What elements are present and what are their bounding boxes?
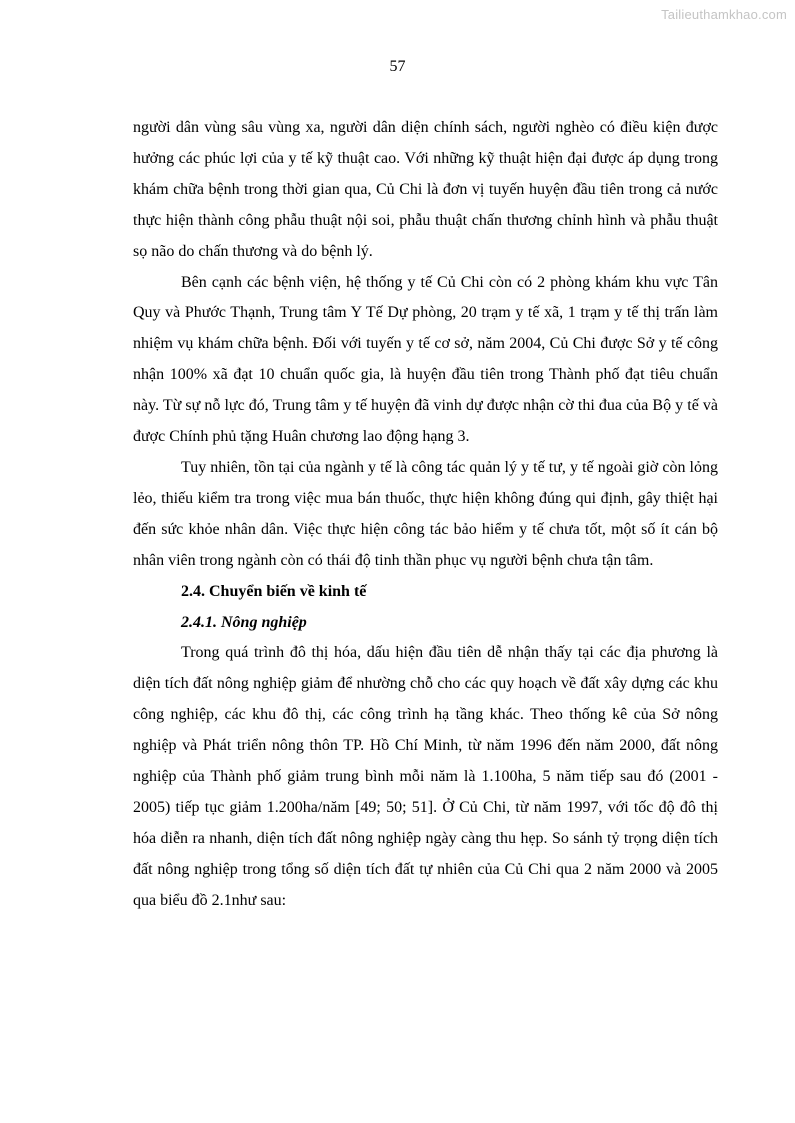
page-number: 57 (389, 58, 406, 75)
document-body (133, 113, 718, 917)
paragraph-agriculture: Trong quá trình đô thị hóa, dấu hiện đầu tiên dễ nhận thấy tại các địa phương là diện tích đất nông nghiệp giảm để nhường chỗ cho các quy hoạch về đất xây dựng các khu công nghiệp, các khu đô thị, các công trình hạ tầng khác. Theo thống kê của Sở nông nghiệp và Phát triển nông thôn TP. Hồ Chí Minh, từ năm 1996 đến năm 2000, đất nông nghiệp của Thành phố giảm trung bình mỗi năm là 1.100ha, 5 năm tiếp sau đó (2001 - 2005) tiếp tục giảm 1.200ha/năm [49; 50; 51]. Ở Củ Chi, từ năm 1997, với tốc độ đô thị hóa diễn ra nhanh, diện tích đất nông nghiệp ngày càng thu hẹp. So sánh tỷ trọng diện tích đất nông nghiệp trong tổng số diện tích đất tự nhiên của Củ Chi qua 2 năm 2000 và 2005 qua biểu đồ 2.1như sau: (133, 644, 718, 909)
section-heading: 2.4. Chuyển biến về kinh tế (181, 582, 367, 600)
paragraph-health-issues: Tuy nhiên, tồn tại của ngành y tế là công tác quản lý y tế tư, y tế ngoài giờ còn lỏng lẻo, thiếu kiểm tra trong việc mua bán thuốc, thực hiện không đúng qui định, gây thiệt hại đến sức khỏe nhân dân. Việc thực hiện công tác bảo hiểm y tế chưa tốt, một số ít cán bộ nhân viên trong ngành còn có thái độ tinh thần phục vụ người bệnh chưa tận tâm. (133, 458, 718, 569)
paragraph-continued: người dân vùng sâu vùng xa, người dân diện chính sách, người nghèo có điều kiện được hưởng các phúc lợi của y tế kỹ thuật cao. Với những kỹ thuật hiện đại được áp dụng trong khám chữa bệnh trong thời gian qua, Củ Chi là đơn vị tuyến huyện đầu tiên trong cả nước thực hiện thành công phẫu thuật nội soi, phẫu thuật chấn thương chỉnh hình và phẫu thuật sọ não do chấn thương và do bệnh lý. (133, 119, 718, 260)
subsection-heading: 2.4.1. Nông nghiệp (181, 613, 307, 631)
paragraph-health-system: Bên cạnh các bệnh viện, hệ thống y tế Củ Chi còn có 2 phòng khám khu vực Tân Quy và Phước Thạnh, Trung tâm Y Tế Dự phòng, 20 trạm y tế xã, 1 trạm y tế thị trấn làm nhiệm vụ khám chữa bệnh. Đối với tuyến y tế cơ sở, năm 2004, Củ Chi được Sở y tế công nhận 100% xã đạt 10 chuẩn quốc gia, là huyện đầu tiên trong Thành phố đạt tiêu chuẩn này. Từ sự nỗ lực đó, Trung tâm y tế huyện đã vinh dự được nhận cờ thi đua của Bộ y tế và được Chính phủ tặng Huân chương lao động hạng 3. (133, 273, 718, 446)
watermark: Tailieuthamkhao.com (661, 7, 787, 22)
